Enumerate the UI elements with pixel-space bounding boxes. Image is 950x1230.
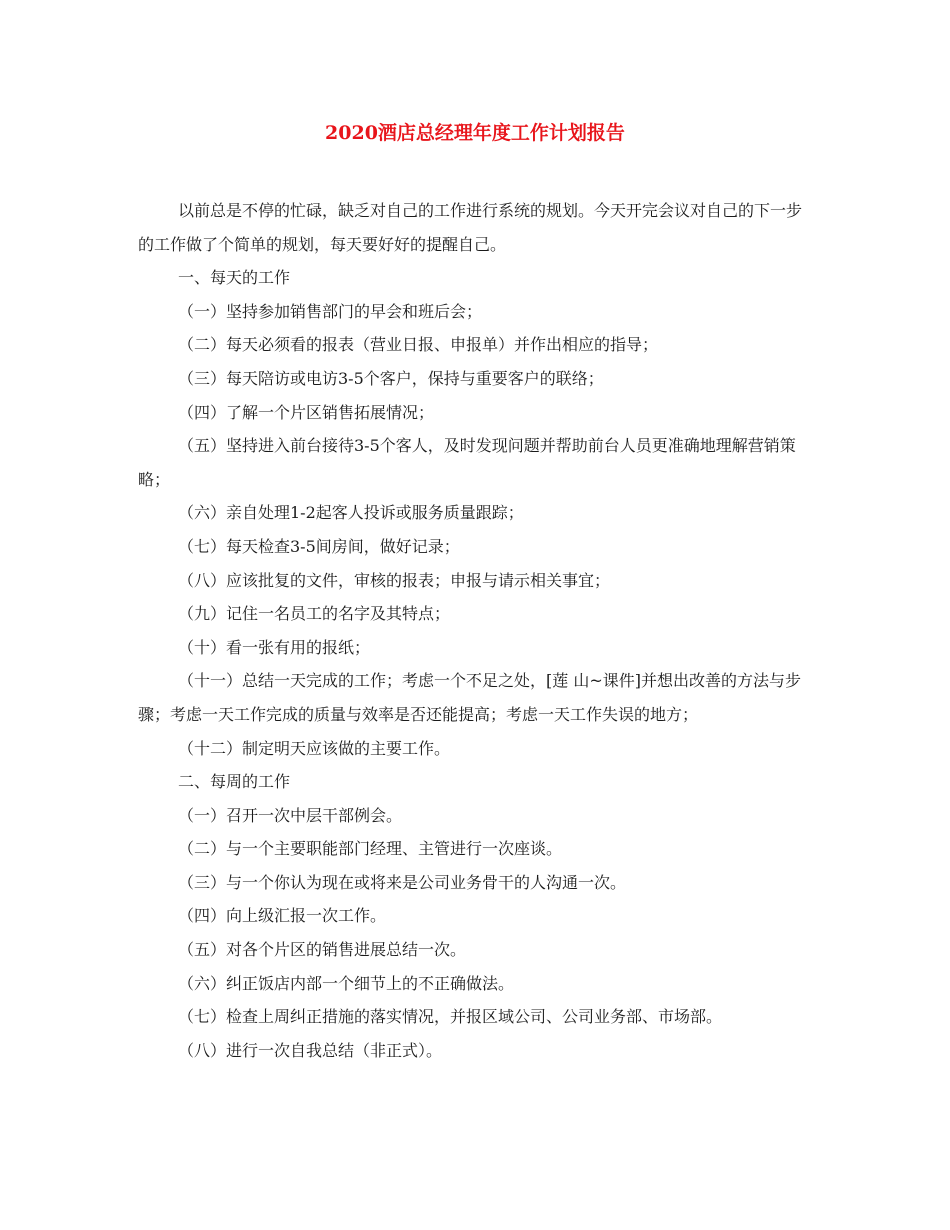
document-title: 2020酒店总经理年度工作计划报告 bbox=[325, 122, 625, 144]
daily-item: （二）每天必须看的报表（营业日报、申报单）并作出相应的指导； bbox=[178, 335, 659, 355]
intro-paragraph: 以前总是不停的忙碌，缺乏对自己的工作进行系统的规划。今天开完会议对自己的下一步的工作做了个简单的规划，每天要好好的提醒自己。 bbox=[138, 201, 803, 254]
section-heading-daily: 一、每天的工作 bbox=[178, 268, 291, 288]
weekly-item: （七）检查上周纠正措施的落实情况，并报区域公司、公司业务部、市场部。 bbox=[178, 1007, 723, 1027]
weekly-item: （六）纠正饭店内部一个细节上的不正确做法。 bbox=[178, 973, 515, 993]
weekly-item: （五）对各个片区的销售进展总结一次。 bbox=[178, 940, 467, 960]
daily-item: （六）亲自处理1-2起客人投诉或服务质量跟踪； bbox=[178, 503, 524, 523]
document-body bbox=[138, 194, 814, 1067]
weekly-item: （二）与一个主要职能部门经理、主管进行一次座谈。 bbox=[178, 839, 563, 859]
weekly-item: （八）进行一次自我总结（非正式）。 bbox=[178, 1040, 443, 1060]
weekly-item: （一）召开一次中层干部例会。 bbox=[178, 805, 403, 825]
daily-item: （五）坚持进入前台接待3-5个客人，及时发现问题并帮助前台人员更准确地理解营销策略； bbox=[138, 436, 796, 489]
daily-item: （三）每天陪访或电访3-5个客户，保持与重要客户的联络； bbox=[178, 368, 604, 388]
daily-item: （四）了解一个片区销售拓展情况； bbox=[178, 402, 435, 422]
daily-item: （九）记住一名员工的名字及其特点； bbox=[178, 604, 451, 624]
daily-item: （十二）制定明天应该做的主要工作。 bbox=[178, 738, 451, 758]
weekly-item: （三）与一个你认为现在或将来是公司业务骨干的人沟通一次。 bbox=[178, 872, 627, 892]
daily-item: （一）坚持参加销售部门的早会和班后会； bbox=[178, 301, 483, 321]
daily-item: （十）看一张有用的报纸； bbox=[178, 637, 371, 657]
daily-item: （七）每天检查3-5间房间，做好记录； bbox=[178, 536, 460, 556]
weekly-item: （四）向上级汇报一次工作。 bbox=[178, 906, 387, 926]
daily-item: （十一）总结一天完成的工作；考虑一个不足之处，[莲 山~课件]并想出改善的方法与步骤；考虑一天工作完成的质量与效率是否还能提高；考虑一天工作失误的地方； bbox=[138, 671, 801, 724]
daily-item: （八）应该批复的文件，审核的报表；申报与请示相关事宜； bbox=[178, 570, 611, 590]
section-heading-weekly: 二、每周的工作 bbox=[178, 772, 291, 792]
